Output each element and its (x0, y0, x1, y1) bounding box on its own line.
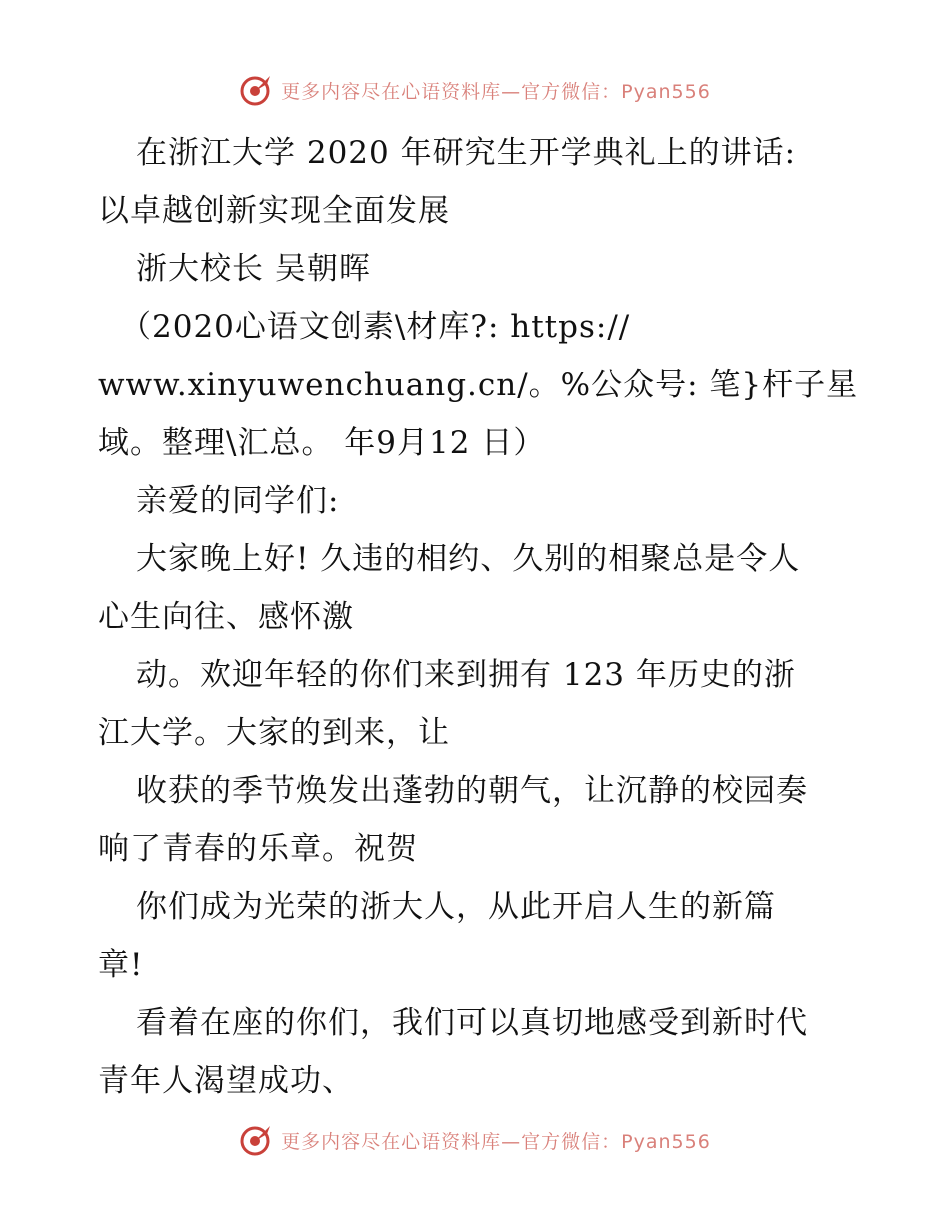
paragraph-line: 江大学。大家的到来，让 (98, 715, 450, 751)
paragraph-line: 收获的季节焕发出蓬勃的朝气，让沉静的校园奏 (136, 773, 808, 809)
source-line-1: （2020心语文创素\材库?: https:// (120, 309, 631, 345)
title-line-1: 在浙江大学 2020 年研究生开学典礼上的讲话: (136, 135, 797, 171)
paragraph-line: 青年人渴望成功、 (98, 1063, 354, 1099)
quill-logo-icon (239, 1123, 273, 1157)
paragraph-line: 大家晚上好! 久违的相约、久别的相聚总是令人 (136, 541, 801, 577)
paragraph-line: 你们成为光荣的浙大人，从此开启人生的新篇 (136, 889, 776, 925)
watermark-top (0, 70, 950, 110)
paragraph-line: 响了青春的乐章。祝贺 (98, 831, 418, 867)
source-line-3: 域。整理\汇总。 年9月12 日） (98, 425, 546, 461)
watermark-text: 更多内容尽在心语资料库—官方微信：Pyan556 (281, 1130, 711, 1153)
paragraph-line: 心生向往、感怀激 (98, 599, 354, 635)
watermark-bottom (0, 1120, 950, 1160)
paragraph-line: 动。欢迎年轻的你们来到拥有 123 年历史的浙 (136, 657, 796, 693)
quill-logo-icon (239, 73, 273, 107)
paragraph-line: 看着在座的你们，我们可以真切地感受到新时代 (136, 1005, 808, 1041)
watermark-text: 更多内容尽在心语资料库—官方微信：Pyan556 (281, 80, 711, 103)
author-line: 浙大校长 吴朝晖 (136, 251, 371, 287)
title-line-2: 以卓越创新实现全面发展 (98, 193, 450, 229)
greeting-line: 亲爱的同学们: (136, 483, 340, 519)
paragraph-line: 章! (98, 947, 144, 983)
document-body (98, 124, 868, 1110)
source-line-2: www.xinyuwenchuang.cn/。%公众号: 笔}杆子星 (98, 367, 859, 403)
